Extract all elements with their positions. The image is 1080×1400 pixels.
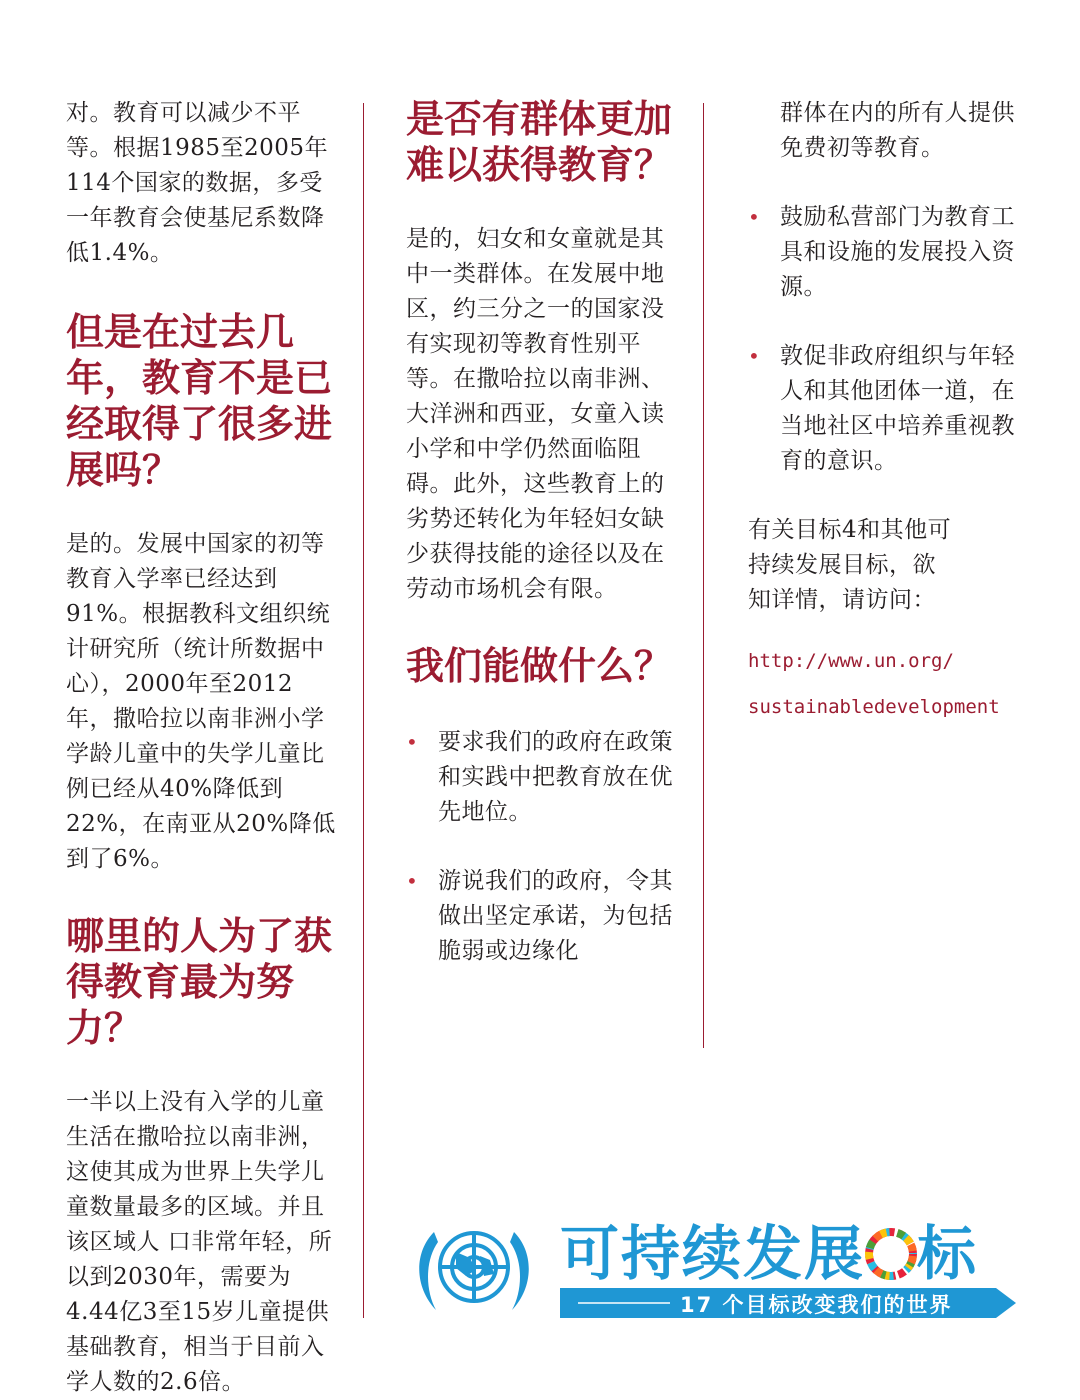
groups-paragraph: 是的，妇女和女童就是其中一类群体。在发展中地区，约三分之一的国家没有实现初等教育性别平等。在撒哈拉以南非洲、大洋洲和西亚，女童入读小学和中学仍然面临阻碍。此外，这些教育上的劣势还转化为年轻妇女缺少获得技能的途径以及在劳动市场机会有限。 — [406, 226, 665, 602]
sdg-tagline: 17 个目标改变我们的世界 — [680, 1293, 953, 1317]
link-line-2[interactable]: sustainabledevelopment — [748, 696, 1000, 718]
bullet-icon: • — [406, 730, 419, 754]
list-item: • 要求我们的政府在政策和实践中把教育放在优先地位。 — [406, 725, 676, 830]
column-3 — [748, 96, 1028, 730]
bullet-icon: • — [406, 869, 419, 893]
bullet-icon: • — [748, 205, 761, 229]
bullet-icon: • — [748, 344, 761, 368]
column-divider-right — [703, 103, 704, 1048]
list-item: • 鼓励私营部门为教育工具和设施的发展投入资源。 — [748, 200, 1028, 305]
progress-paragraph: 是的。发展中国家的初等教育入学率已经达到91%。根据教科文组织统计研究所（统计所数据中心），2000年至2012年，撒哈拉以南非洲小学学龄儿童中的失学儿童比例已经从40%降低到22%，在南亚从20%降低到了6%。 — [66, 531, 336, 872]
action-list-continued — [748, 96, 1028, 479]
list-item: 群体在内的所有人提供免费初等教育。 — [780, 100, 1015, 161]
heading-what-can-we-do: 我们能做什么？ — [406, 644, 673, 688]
heading-where: 哪里的人为了获得教育最为努力？ — [66, 914, 333, 1050]
heading-groups: 是否有群体更加难以获得教育？ — [406, 97, 673, 187]
more-info-text: 有关目标4和其他可持续发展目标，欲知详情，请访问： — [748, 517, 952, 613]
column-divider-left — [363, 103, 364, 1318]
un-emblem-icon — [404, 1212, 544, 1322]
list-item: • 敦促非政府组织与年轻人和其他团体一道，在当地社区中培养重视教育的意识。 — [748, 339, 1028, 479]
list-item: • 游说我们的政府，令其做出坚定承诺，为包括脆弱或边缘化 — [406, 864, 676, 969]
sdg-banner — [560, 1288, 1016, 1318]
intro-paragraph: 对。教育可以减少不平等。根据1985至2005年114个国家的数据，多受一年教育会使基尼系数降低1.4%。 — [66, 100, 329, 266]
heading-progress: 但是在过去几年，教育不是已经取得了很多进展吗？ — [66, 310, 333, 492]
sdg-title: 可持续发展 标 — [560, 1219, 979, 1288]
action-list — [406, 725, 676, 969]
column-1 — [66, 96, 336, 1400]
link-line-1[interactable]: http://www.un.org/ — [748, 650, 954, 672]
where-paragraph: 一半以上没有入学的儿童生活在撒哈拉以南非洲，这使其成为世界上失学儿童数量最多的区域。并且该区域人 口非常年轻，所以到2030年，需要为4.44亿3至15岁儿童提供基础教育，相当于目前入学人数的2.6倍。 — [66, 1089, 333, 1395]
sdg-wheel-icon — [865, 1228, 917, 1280]
sdg-logo — [404, 1212, 1020, 1324]
column-2 — [406, 96, 676, 969]
